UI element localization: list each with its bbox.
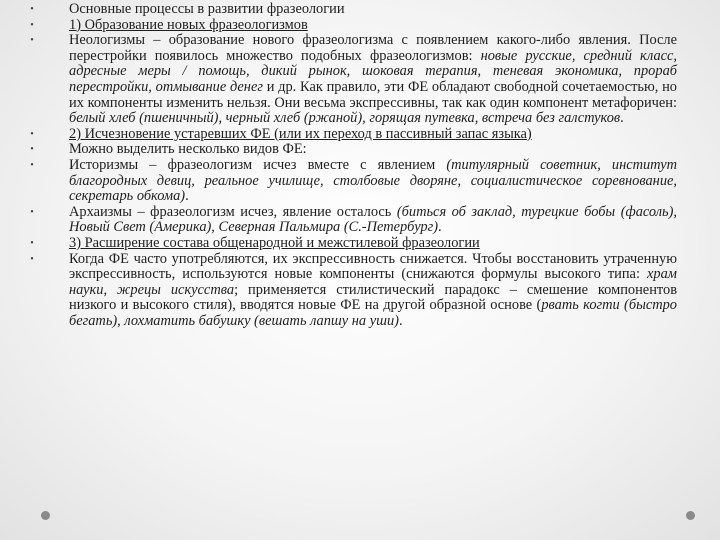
list-item bbox=[27, 127, 677, 143]
body-text: . bbox=[185, 188, 189, 205]
bullet-icon: • bbox=[30, 19, 34, 31]
list-item bbox=[27, 158, 677, 205]
body-text: ; применяется стилистический парадокс – смешение компонентов низкого и высокого стиля), вводятся новые ФЕ на другой образной основе ( bbox=[69, 281, 677, 314]
body-text: . bbox=[620, 110, 624, 127]
list-item bbox=[27, 33, 677, 127]
body-text: и др. Как правило, эти ФЕ обладают свободной сочетаемостью, но их компоненты изменить нельзя. Они весьма экспрессивны, так как один компонент метафоричен: bbox=[69, 78, 677, 111]
bullet-icon: • bbox=[30, 128, 34, 140]
body-text: . bbox=[398, 312, 403, 329]
bullet-list bbox=[27, 2, 677, 329]
body-text: Можно выделить несколько видов ФЕ: bbox=[69, 141, 307, 158]
section-heading: 3) Расширение состава общенародной и межстилевой фразеологии bbox=[69, 234, 480, 251]
bullet-icon: • bbox=[30, 144, 34, 156]
bullet-icon: • bbox=[30, 35, 34, 47]
decorative-dot-right bbox=[686, 511, 695, 520]
body-text: Основные процессы в развитии фразеологии bbox=[69, 1, 345, 17]
bullet-icon: • bbox=[30, 206, 34, 218]
body-text: . bbox=[438, 219, 442, 236]
example-text: (титулярный советник, институт благородных девиц, реальное училище, столбовые дворяне, социалистическое соревнование, секретарь обкома) bbox=[69, 156, 677, 205]
list-item bbox=[27, 236, 677, 252]
section-heading: 1) Образование новых фразеологизмов bbox=[69, 16, 308, 33]
bullet-icon: • bbox=[30, 237, 34, 249]
example-text: рвать когти (быстро бегать), лохматить бабушку (вешать лапшу на уши) bbox=[69, 297, 678, 329]
body-text: Когда ФЕ часто употребляются, их экспрессивность снижается. Чтобы восстановить утраченную экспрессивность, используются новые компоненты (снижаются формулы высокого типа: bbox=[69, 250, 677, 283]
example-text: новые русские, средний класс, адресные меры / помощь, дикий рынок, шоковая терапия, теневая экономика, прораб перестройки, отмывание денег bbox=[69, 47, 678, 95]
bullet-icon: • bbox=[30, 253, 34, 265]
list-item bbox=[27, 142, 677, 158]
bullet-icon: • bbox=[30, 159, 34, 171]
decorative-dot-left bbox=[41, 511, 50, 520]
example-text: храм науки, жрецы искусства bbox=[69, 266, 677, 298]
list-item bbox=[27, 252, 677, 330]
section-heading: 2) Исчезновение устаревших ФЕ (или их переход в пассивный запас языка) bbox=[69, 125, 532, 142]
list-item bbox=[27, 205, 677, 236]
example-text: (биться об заклад, турецкие бобы (фасоль), Новый Свет (Америка), Северная Пальмира (С.-Петербург) bbox=[69, 203, 677, 236]
bullet-icon: • bbox=[30, 4, 34, 15]
list-item bbox=[27, 18, 677, 34]
example-text: белый хлеб (пшеничный), черный хлеб (ржаной), горящая путевка, встреча без галстуков bbox=[69, 110, 621, 127]
body-text: Историзмы – фразеологизм исчез вместе с явлением bbox=[69, 156, 447, 173]
body-text: Архаизмы – фразеологизм исчез, явление осталось bbox=[69, 203, 397, 220]
list-item bbox=[27, 2, 677, 18]
body-text: Неологизмы – образование нового фразеологизма с появлением какого-либо явления. После перестройки появилось множество подобных фразеологизмов: bbox=[69, 32, 677, 64]
